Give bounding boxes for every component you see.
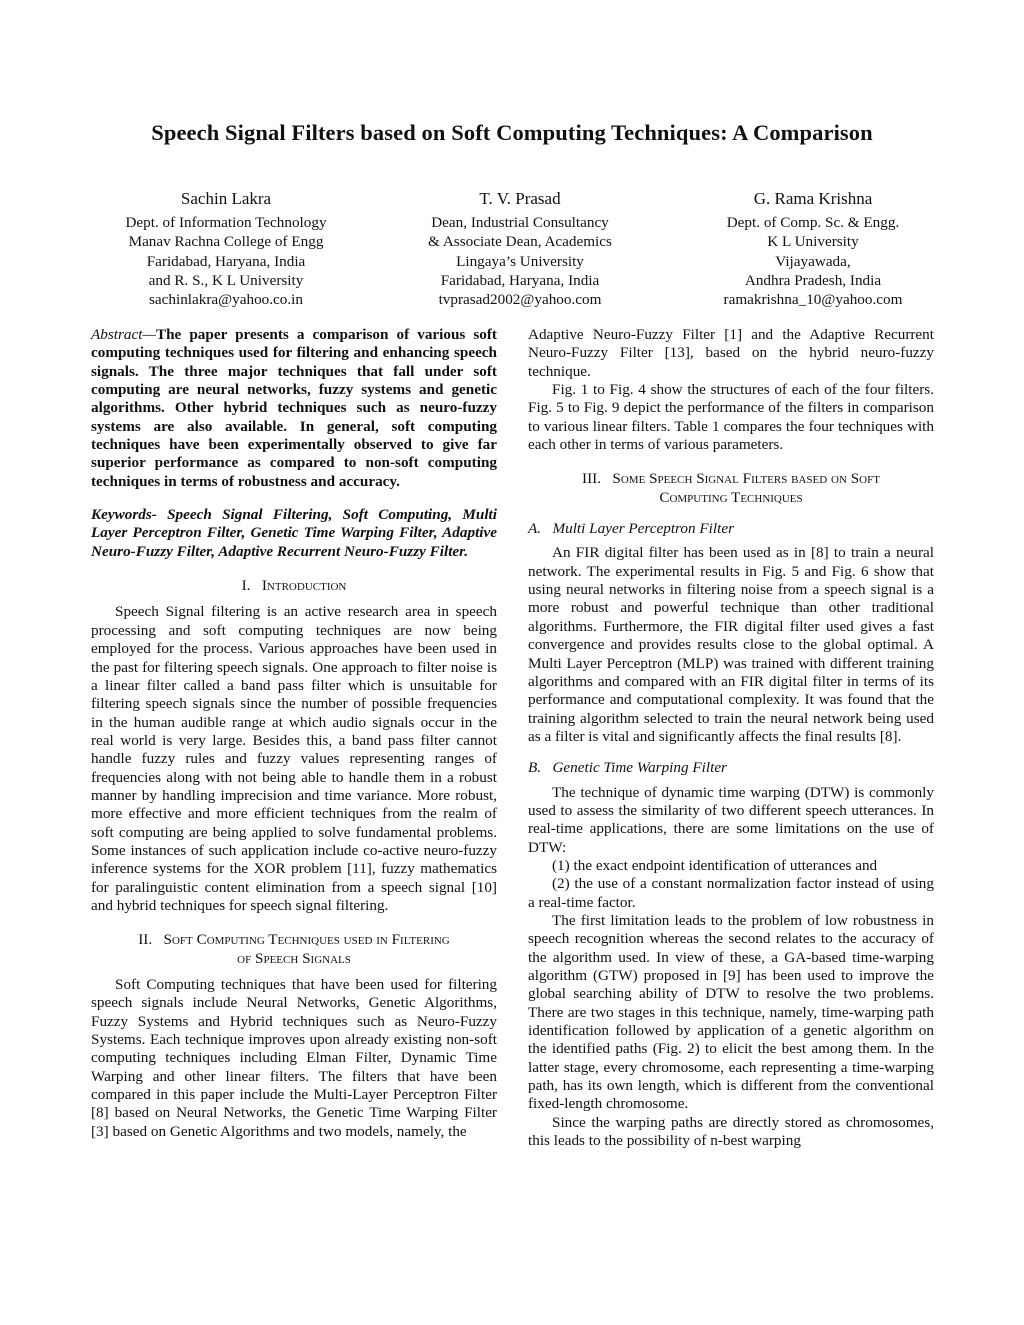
author-affiliation: Dept. of Information Technology — [125, 214, 327, 231]
soft-computing-paragraph-continued: Adaptive Neuro-Fuzzy Filter [1] and the Adaptive Recurrent Neuro-Fuzzy Filter [13], based on the hybrid neuro-fuzzy technique. — [528, 326, 934, 380]
section-heading-soft-computing: II. Soft Computing Techniques used in Filtering of Speech Signals — [138, 931, 450, 967]
left-column — [91, 326, 497, 1141]
author-affiliation: Faridabad, Haryana, India — [440, 271, 600, 289]
introduction-paragraph: Speech Signal filtering is an active research area in speech processing and soft computing techniques are now being employed for the process. Various approaches have been used in the past for filtering speech signals. One approach to filter noise is a linear filter called a band pass filter which is unsuitable for filtering speech signals since the number of possible frequencies in the human audible range at which audio signals occur in the real world is very large. Besides this, a band pass filter cannot handle fuzzy rules and fuzzy values representing ranges of frequencies along with not being able to handle them in a robust manner by handling imprecision and time variance. More robust, more effective and more efficient techniques from the realm of soft computing are being applied to solve fundamental problems. Some instances of such application include co-active neuro-fuzzy inference systems for the XOR problem [11], fuzzy mathematics for paralinguistic content elimination from a speech signal [10] and hybrid techniques for speech signal filtering. — [91, 603, 497, 914]
soft-computing-paragraph-2: Fig. 1 to Fig. 4 show the structures of each of the four filters. Fig. 5 to Fig. 9 depict the performance of the filters in comparison to various linear filters. Table 1 compares the four techniques with each other in terms of various parameters. — [528, 381, 934, 454]
section-heading-filters: III. Some Speech Signal Filters based on Soft Computing Techniques — [582, 470, 880, 506]
gtw-list-item-1: (1) the exact endpoint identification of utterances and — [552, 856, 878, 874]
gtw-paragraph-3: Since the warping paths are directly stored as chromosomes, this leads to the possibility of n-best warping — [528, 1113, 934, 1150]
subsection-heading-mlp: A. Multi Layer Perceptron Filter — [528, 520, 734, 538]
author-email: ramakrishna_10@yahoo.com — [723, 291, 903, 309]
author-affiliation: Dean, Industrial Consultancy — [431, 214, 609, 231]
gtw-paragraph-1: The technique of dynamic time warping (DTW) is commonly used to assess the similarity of two different speech utterances. In real-time applications, there are some limitations on the use of DTW: — [528, 783, 934, 856]
author-name: G. Rama Krishna — [753, 189, 873, 208]
author-email: tvprasad2002@yahoo.com — [438, 291, 602, 309]
author-affiliation: & Associate Dean, Academics — [428, 233, 612, 251]
author-affiliation: K L University — [767, 233, 859, 251]
subsection-heading-gtw: B. Genetic Time Warping Filter — [528, 759, 727, 777]
author-affiliation: Vijayawada, — [775, 252, 851, 270]
right-column — [528, 326, 934, 1150]
author-block-1 — [95, 188, 357, 309]
gtw-list-item-2: (2) the use of a constant normalization factor instead of using a real-time factor. — [528, 875, 934, 911]
keywords: Keywords- Speech Signal Filtering, Soft Computing, Multi Layer Perceptron Filter, Genetic Time Warping Filter, Adaptive Neuro-Fuzzy Filter, Adaptive Recurrent Neuro-Fuzzy Filter. — [91, 506, 497, 560]
author-name: Sachin Lakra — [180, 189, 272, 208]
mlp-paragraph: An FIR digital filter has been used as in [8] to train a neural network. The experimental results in Fig. 5 and Fig. 6 show that using neural networks in filtering noise from a speech signal is a more robust and powerful technique than other traditional algorithms. Furthermore, the FIR digital filter used gives a fast convergence and provides results close to the global optimal. A Multi Layer Perceptron (MLP) was trained with different training algorithms and compared with an FIR digital filter in terms of its performance and computational complexity. It was found that the training algorithm selected to train the neural network being used as a filter is vital and significantly affects the final results [8]. — [528, 544, 934, 745]
author-affiliation: Andhra Pradesh, India — [744, 271, 882, 289]
author-email: sachinlakra@yahoo.co.in — [149, 291, 303, 309]
author-affiliation: and R. S., K L University — [148, 271, 304, 289]
author-affiliation: Manav Rachna College of Engg — [128, 233, 324, 251]
author-block-2 — [380, 188, 660, 309]
paper-title: Speech Signal Filters based on Soft Computing Techniques: A Comparison — [151, 120, 873, 145]
abstract-text: The paper presents a comparison of various soft computing techniques used for filtering and enhancing speech signals. The three major techniques that fall under soft computing are neural networks, fuzzy systems and genetic algorithms. Other hybrid techniques such as neuro-fuzzy systems are also available. In general, soft computing techniques have been experimentally observed to give far superior performance as compared to non-soft computing techniques in terms of robustness and accuracy. — [91, 326, 497, 490]
soft-computing-paragraph: Soft Computing techniques that have been used for filtering speech signals include Neural Networks, Genetic Algorithms, Fuzzy Systems and Hybrid techniques such as Neuro-Fuzzy Systems. Each technique improves upon already existing non-soft computing techniques including Elman Filter, Dynamic Time Warping and other linear filters. The filters that have been compared in this paper include the Multi-Layer Perceptron Filter [8] based on Neural Networks, the Genetic Time Warping Filter [3] based on Genetic Algorithms and two models, namely, the — [91, 976, 497, 1140]
abstract — [91, 326, 497, 491]
author-block-3 — [685, 188, 941, 309]
author-affiliation: Lingaya’s University — [456, 252, 584, 270]
gtw-paragraph-2: The first limitation leads to the problem of low robustness in speech recognition whereas the second relates to the accuracy of the algorithm used. In view of these, a GA-based time-warping algorithm (GTW) proposed in [9] has been used to improve the global searching ability of DTW to resolve the two problems. There are two stages in this technique, namely, time-warping path identification followed by application of a genetic algorithm on the identified paths (Fig. 2) to elicit the best among them. In the latter stage, every chromosome, each representing a time-warping path, has its own length, which is different from the conventional fixed-length chromosome. — [528, 911, 934, 1113]
author-name: T. V. Prasad — [479, 189, 561, 208]
author-affiliation: Faridabad, Haryana, India — [146, 252, 306, 270]
section-heading-introduction: I. Introduction — [241, 577, 347, 595]
author-affiliation: Dept. of Comp. Sc. & Engg. — [726, 214, 900, 231]
abstract-label: Abstract— — [91, 326, 156, 343]
